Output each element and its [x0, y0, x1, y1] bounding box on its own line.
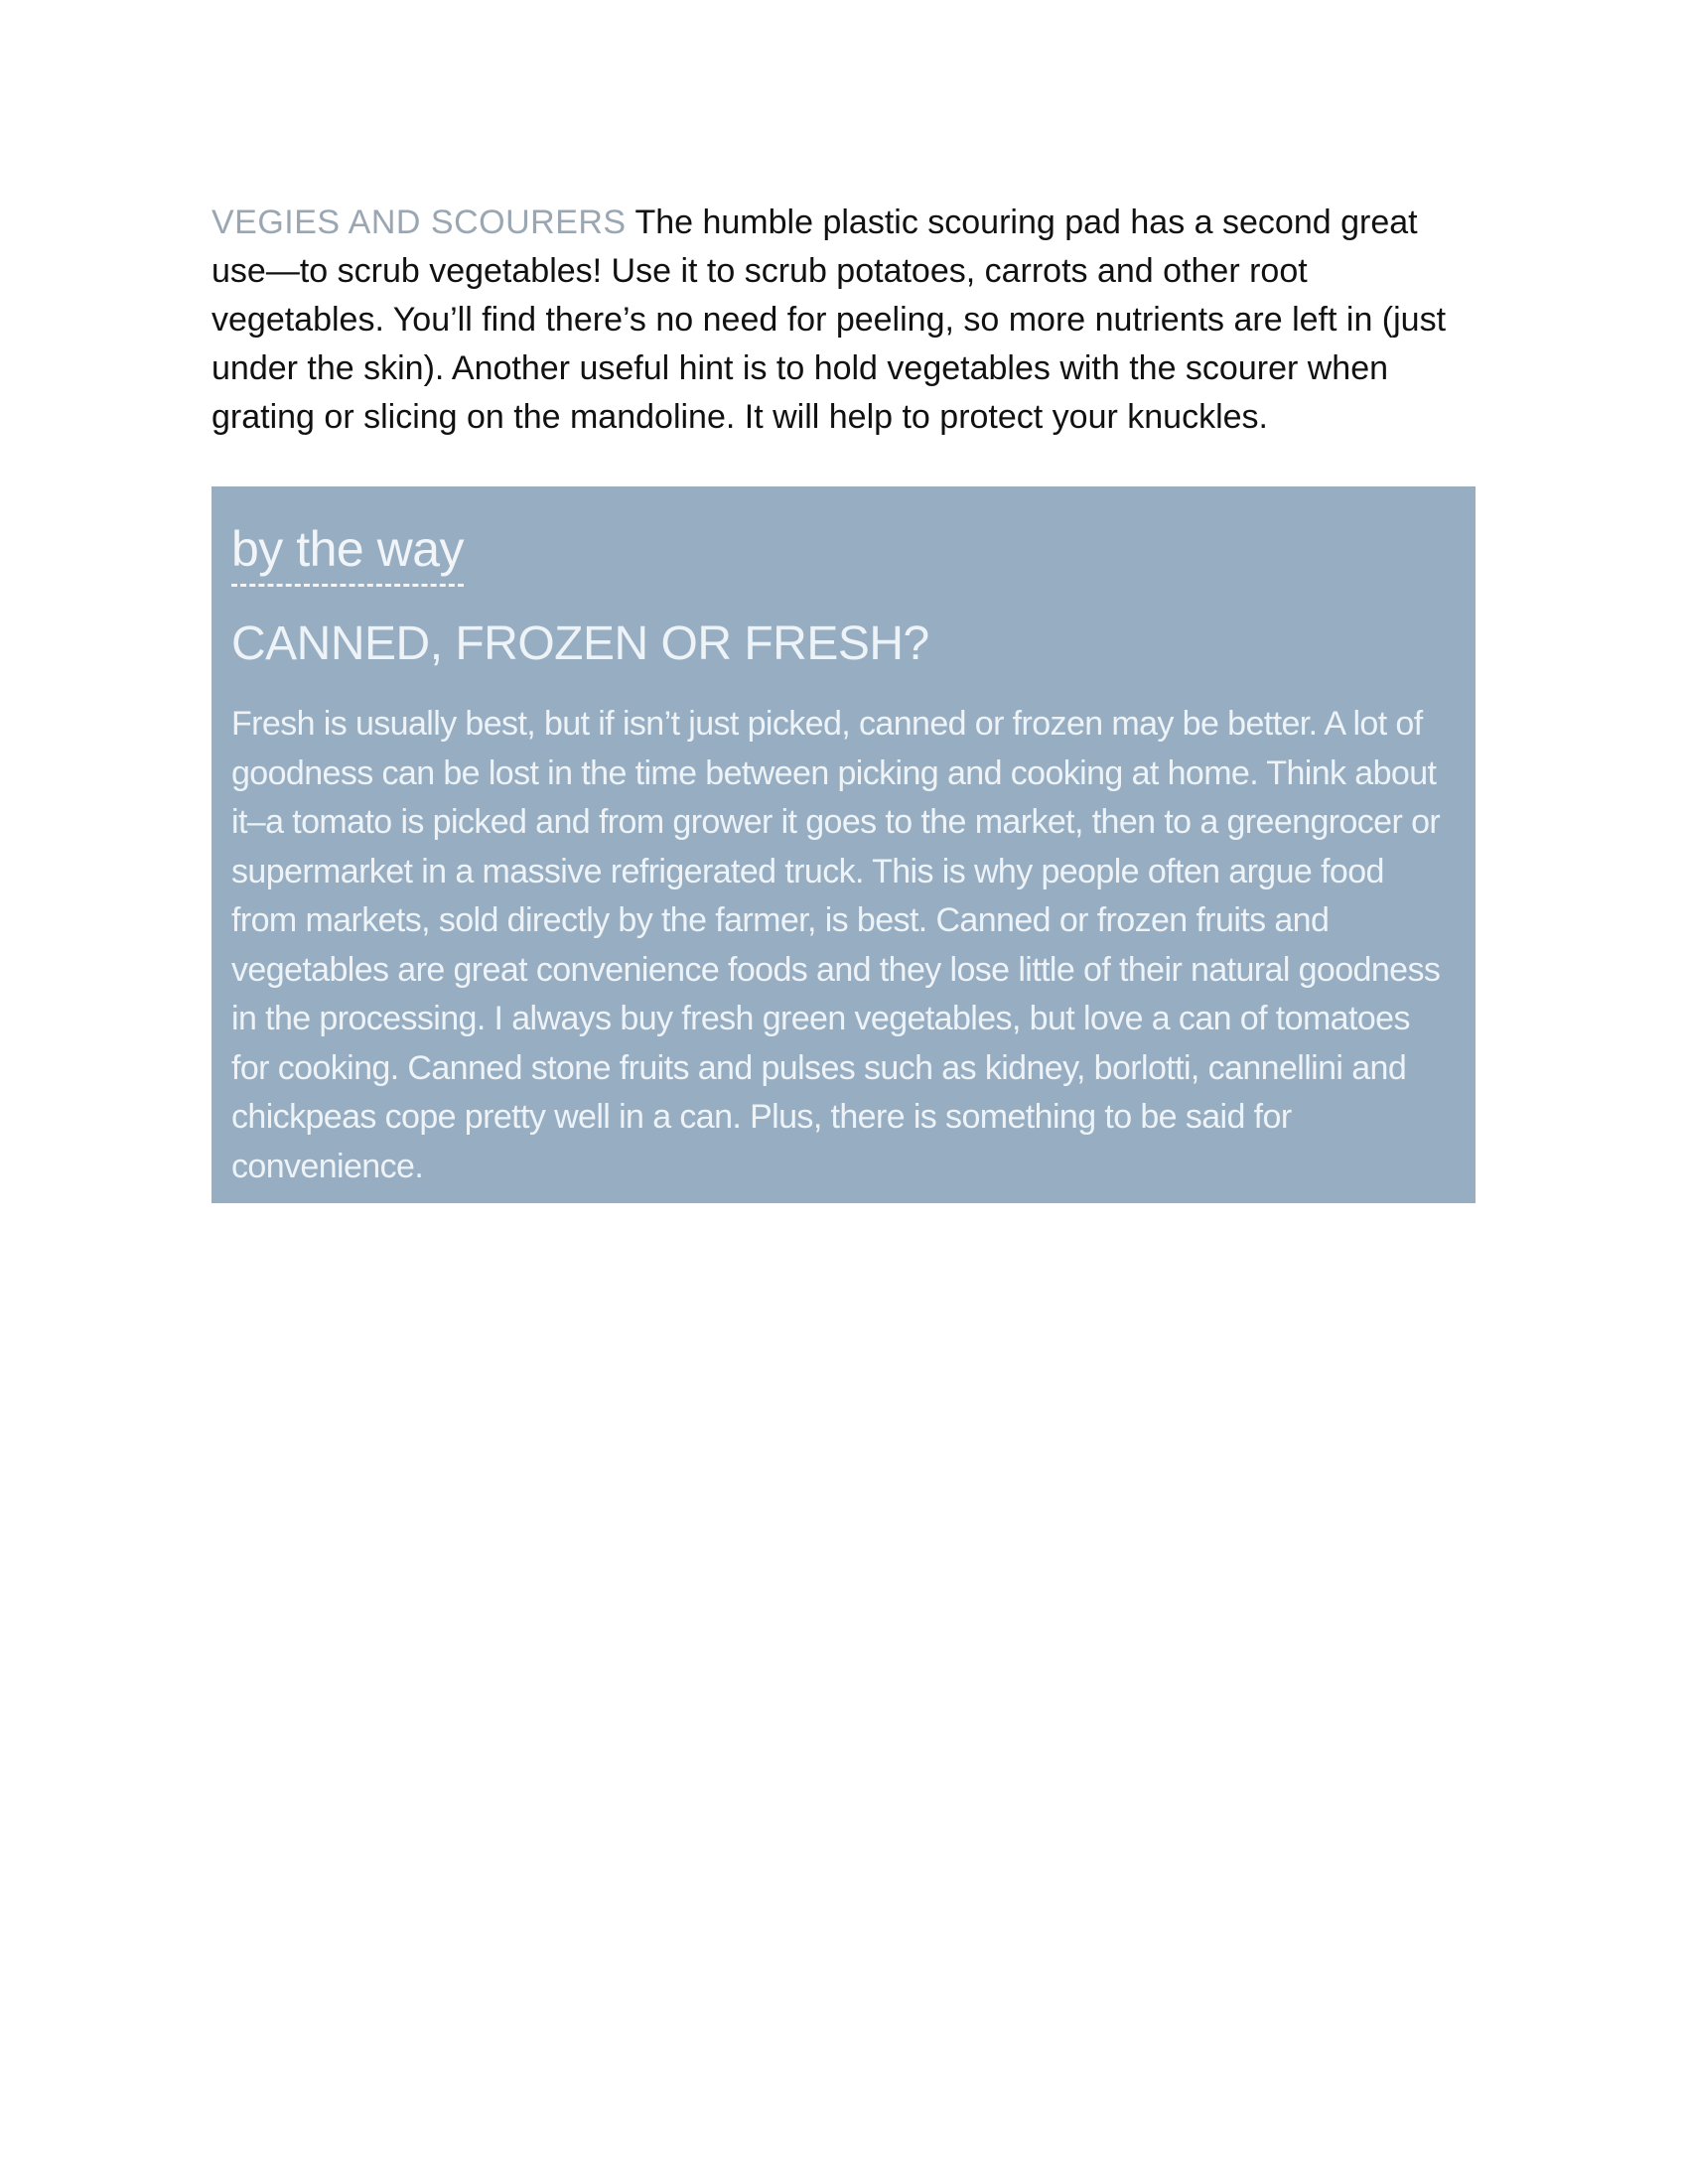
- intro-text: The humble plastic scouring pad has a second great use—to scrub vegetables! Use it to scrub potatoes, carrots and other root vegetables. You’ll find there’s no need for peeling, so more nutrients are left in (just under the skin). Another useful hint is to hold vegetables with the scourer when grating or slicing on the mandoline. It will help to protect your knuckles.: [211, 204, 1447, 436]
- sidebar-kicker: by the way: [231, 520, 464, 587]
- by-the-way-sidebar: [211, 486, 1476, 1203]
- intro-paragraph: [211, 199, 1473, 442]
- intro-lead-in: VEGIES AND SCOURERS: [211, 204, 627, 241]
- sidebar-heading: CANNED, FROZEN OR FRESH?: [231, 617, 929, 670]
- sidebar-body: Fresh is usually best, but if isn’t just picked, canned or frozen may be better. A lot of goodness can be lost in the time between picking and cooking at home. Think about it–a tomato is picked and from grower it goes to the market, then to a greengrocer or supermarket in a massive refrigerated truck. This is why people often argue food from markets, sold directly by the farmer, is best. Canned or frozen fruits and vegetables are great convenience foods and they lose little of their natural goodness in the processing. I always buy fresh green vegetables, but love a can of tomatoes for cooking. Canned stone fruits and pulses such as kidney, borlotti, cannellini and chickpeas cope pretty well in a can. Plus, there is something to be said for convenience.: [231, 705, 1441, 1185]
